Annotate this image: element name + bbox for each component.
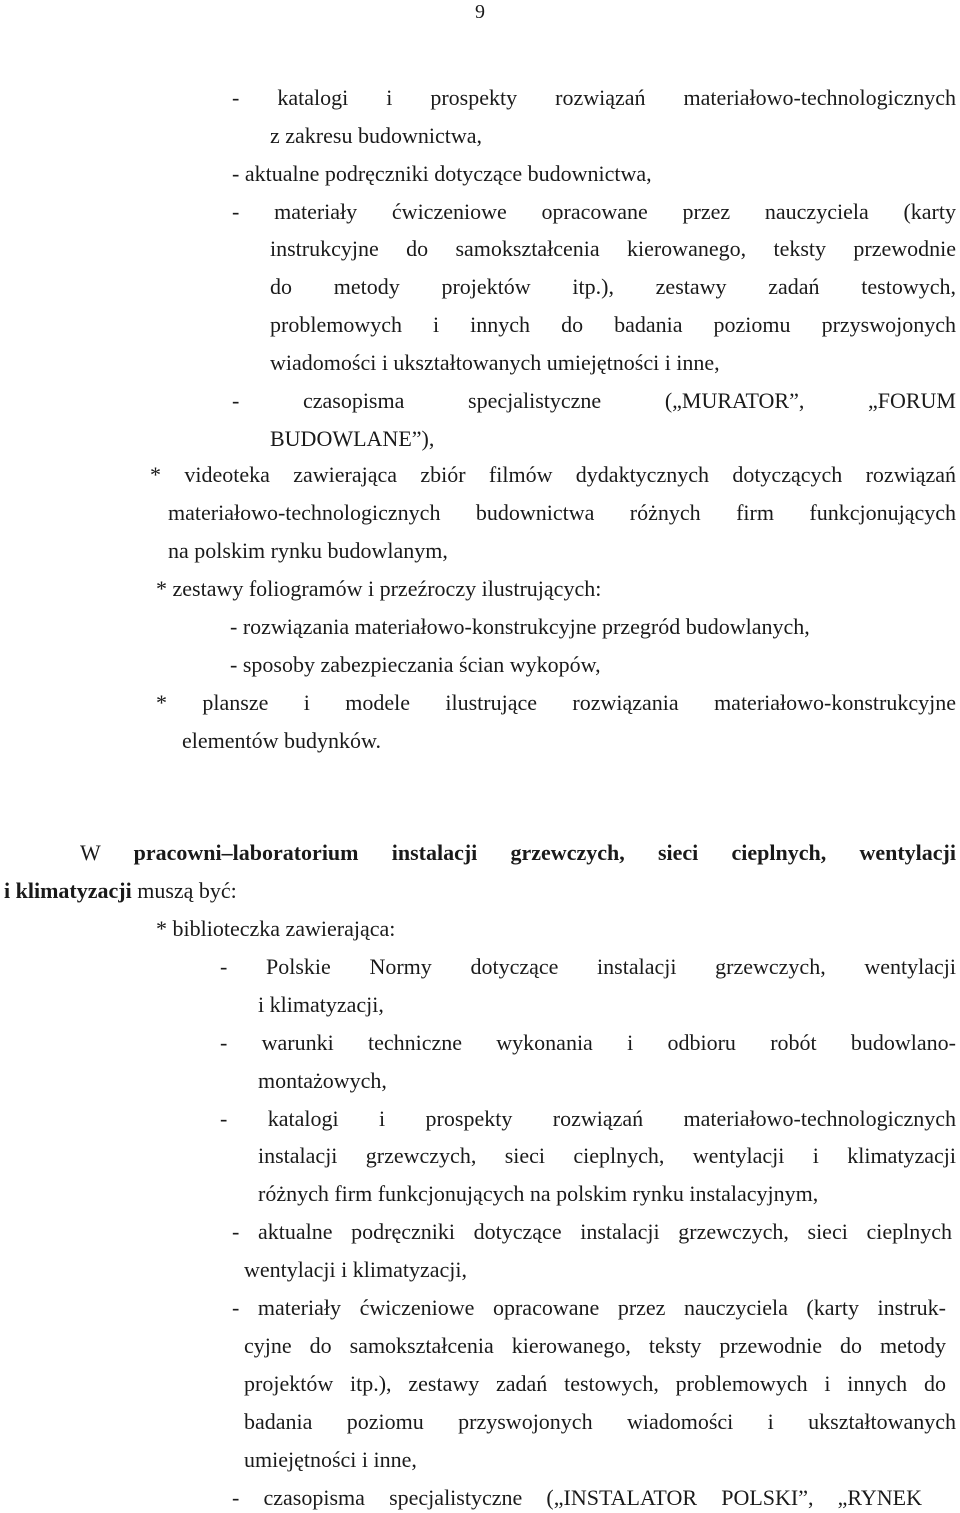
text-line: elementów budynków. (182, 728, 381, 753)
text-line: - Polskie Normy dotyczące instalacji grzewczych, wentylacji (220, 954, 956, 979)
text-line: - katalogi i prospekty rozwiązań materiałowo-technologicznych (232, 85, 956, 110)
text-line: * zestawy foliogramów i przeźroczy ilustrujących: (156, 576, 602, 601)
text-line: BUDOWLANE”), (270, 426, 435, 451)
heading-title: pracowni–laboratorium instalacji grzewczych, sieci cieplnych, wentylacji (133, 840, 956, 865)
text-line: - aktualne podręczniki dotyczące instalacji grzewczych, sieci cieplnych (232, 1219, 952, 1244)
section-heading-line-1 (80, 840, 956, 866)
text-line: z zakresu budownictwa, (270, 123, 482, 148)
text-line: do metody projektów itp.), zestawy zadań testowych, (270, 274, 956, 299)
text-line: wentylacji i klimatyzacji, (244, 1257, 467, 1282)
text-line: projektów itp.), zestawy zadań testowych, problemowych i innych do (244, 1371, 946, 1396)
text-line: materiałowo-technologicznych budownictwa różnych firm funkcjonujących (168, 500, 956, 525)
text-line: montażowych, (258, 1068, 387, 1093)
text-line: - katalogi i prospekty rozwiązań materiałowo-technologicznych (220, 1106, 956, 1131)
text-line: - warunki techniczne wykonania i odbioru robót budowlano- (220, 1030, 956, 1055)
text-line: problemowych i innych do badania poziomu przyswojonych (270, 312, 956, 337)
text-line: * plansze i modele ilustrujące rozwiązania materiałowo-konstrukcyjne (156, 690, 956, 715)
text-line: - materiały ćwiczeniowe opracowane przez nauczyciela (karty instruk- (232, 1295, 946, 1320)
text-line: * biblioteczka zawierająca: (156, 916, 396, 941)
heading-title-end: i klimatyzacji (4, 878, 132, 903)
text-line: - czasopisma specjalistyczne („INSTALATOR POLSKI”, „RYNEK (232, 1485, 922, 1510)
text-line: - czasopisma specjalistyczne („MURATOR”, „FORUM (232, 388, 956, 413)
heading-w: W (80, 840, 134, 865)
page-number: 9 (475, 1, 485, 23)
text-line: - aktualne podręczniki dotyczące budownictwa, (232, 161, 652, 186)
text-line: instrukcyjne do samokształcenia kierowanego, teksty przewodnie (270, 236, 956, 261)
text-line: - rozwiązania materiałowo-konstrukcyjne przegród budowlanych, (230, 614, 810, 639)
text-line: wiadomości i ukształtowanych umiejętności i inne, (270, 350, 720, 375)
text-line: i klimatyzacji, (258, 992, 384, 1017)
text-line: * videoteka zawierająca zbiór filmów dydaktycznych dotyczących rozwiązań (150, 462, 956, 487)
text-line: różnych firm funkcjonujących na polskim rynku instalacyjnym, (258, 1181, 819, 1206)
section-heading-line-2 (4, 878, 237, 904)
text-line: - sposoby zabezpieczania ścian wykopów, (230, 652, 601, 677)
heading-suffix: muszą być: (131, 878, 237, 903)
text-line: na polskim rynku budowlanym, (168, 538, 448, 563)
text-line: badania poziomu przyswojonych wiadomości i ukształtowanych (244, 1409, 956, 1434)
text-line: cyjne do samokształcenia kierowanego, teksty przewodnie do metody (244, 1333, 946, 1358)
text-line: instalacji grzewczych, sieci cieplnych, wentylacji i klimatyzacji (258, 1143, 956, 1168)
text-line: umiejętności i inne, (244, 1447, 417, 1472)
text-line: - materiały ćwiczeniowe opracowane przez nauczyciela (karty (232, 199, 956, 224)
